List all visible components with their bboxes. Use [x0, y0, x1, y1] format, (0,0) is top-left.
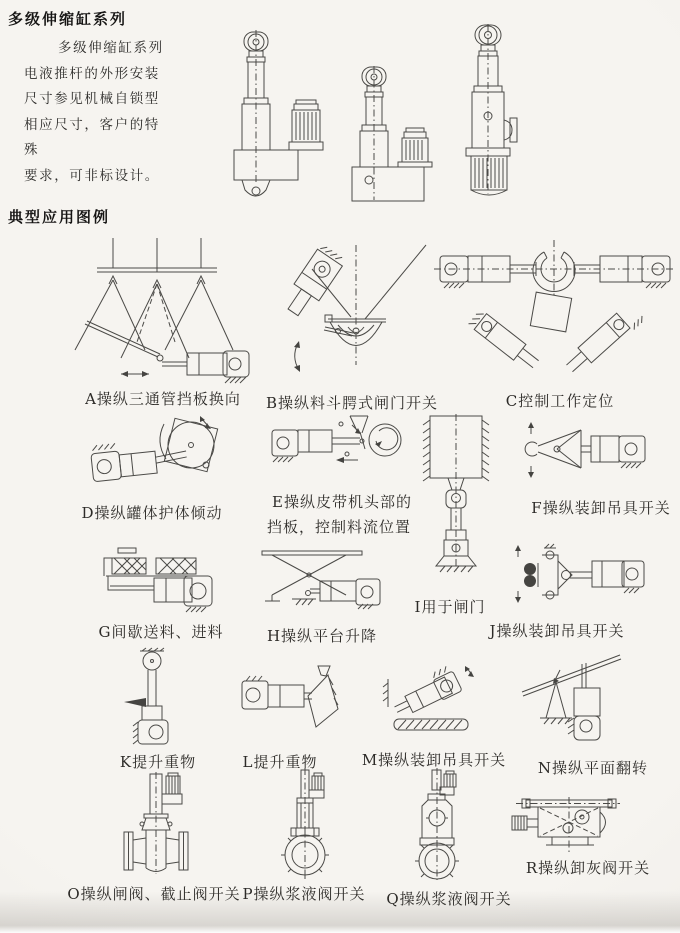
figure-i-gate-actuator [418, 414, 500, 576]
caption-o: O操纵闸阀、截止阀开关 [67, 885, 241, 903]
figure-k-lifting-weight [120, 648, 192, 748]
intro-line: 相应尺寸，客户的特殊 [24, 116, 160, 158]
figure-m-spreader-switch-inclined [380, 663, 480, 741]
caption-h: H操纵平台升降 [266, 627, 378, 645]
caption-q: Q操纵浆液阀开关 [386, 890, 512, 908]
caption-e-line1: E操纵皮带机头部的 [272, 493, 412, 511]
caption-a: A操纵三通管挡板换向 [85, 390, 241, 408]
figure-actuator-side-mount-pointed [226, 30, 331, 202]
figure-actuator-inline-vertical [448, 24, 543, 202]
figure-l-lifting-weight [240, 665, 340, 743]
figure-p-slurry-valve [277, 768, 335, 880]
figure-f-spreader-gripper [523, 420, 653, 482]
figure-h-scissor-lift [258, 545, 383, 611]
figure-e-belt-head-baffle [270, 414, 405, 489]
caption-d: D操纵罐体护体倾动 [81, 504, 223, 522]
caption-f: F操纵装卸吊具开关 [531, 499, 671, 517]
figure-actuator-side-mount-flat [342, 66, 447, 202]
figure-r-ash-discharge-valve [510, 795, 625, 857]
intro-line: 电液推杆的外形安装 [24, 65, 160, 82]
intro-line: 多级伸缩缸系列 [58, 40, 164, 56]
figure-d-tank-tilting [88, 412, 233, 500]
caption-b: B操纵料斗腭式闸门开关 [265, 394, 439, 412]
caption-i: I用于闸门 [414, 598, 486, 616]
page-title: 多级伸缩缸系列 [8, 10, 128, 28]
figure-b-hopper-jaw-gate [268, 243, 433, 385]
caption-p: P操纵浆液阀开关 [242, 885, 366, 903]
section-title: 典型应用图例 [8, 208, 111, 226]
caption-m: M操纵装卸吊具开关 [361, 751, 507, 769]
intro-paragraph [24, 36, 174, 189]
caption-l: L提升重物 [242, 753, 318, 771]
caption-c: C控制工作定位 [505, 392, 615, 410]
figure-g-intermittent-feeding [98, 546, 216, 614]
figure-c-work-positioning [432, 238, 677, 376]
intro-line: 要求，可非标设计。 [24, 167, 160, 184]
figure-j-spreader-switch [508, 543, 646, 607]
intro-line: 尺寸参见机械自锁型 [24, 91, 160, 107]
caption-r: R操纵卸灰阀开关 [525, 859, 651, 877]
caption-g: G间歇送料、进料 [98, 623, 224, 641]
caption-e-line2: 挡板，控制料流位置 [267, 518, 412, 536]
figure-o-gate-stop-valve [122, 772, 202, 876]
caption-n: N操纵平面翻转 [537, 759, 649, 777]
caption-j: J操纵装卸吊具开关 [489, 622, 625, 640]
figure-n-plane-flipping [520, 648, 625, 748]
figure-q-slurry-valve [406, 768, 470, 880]
figure-a-three-way-chute-flap [65, 238, 265, 386]
caption-k: K提升重物 [119, 753, 197, 771]
